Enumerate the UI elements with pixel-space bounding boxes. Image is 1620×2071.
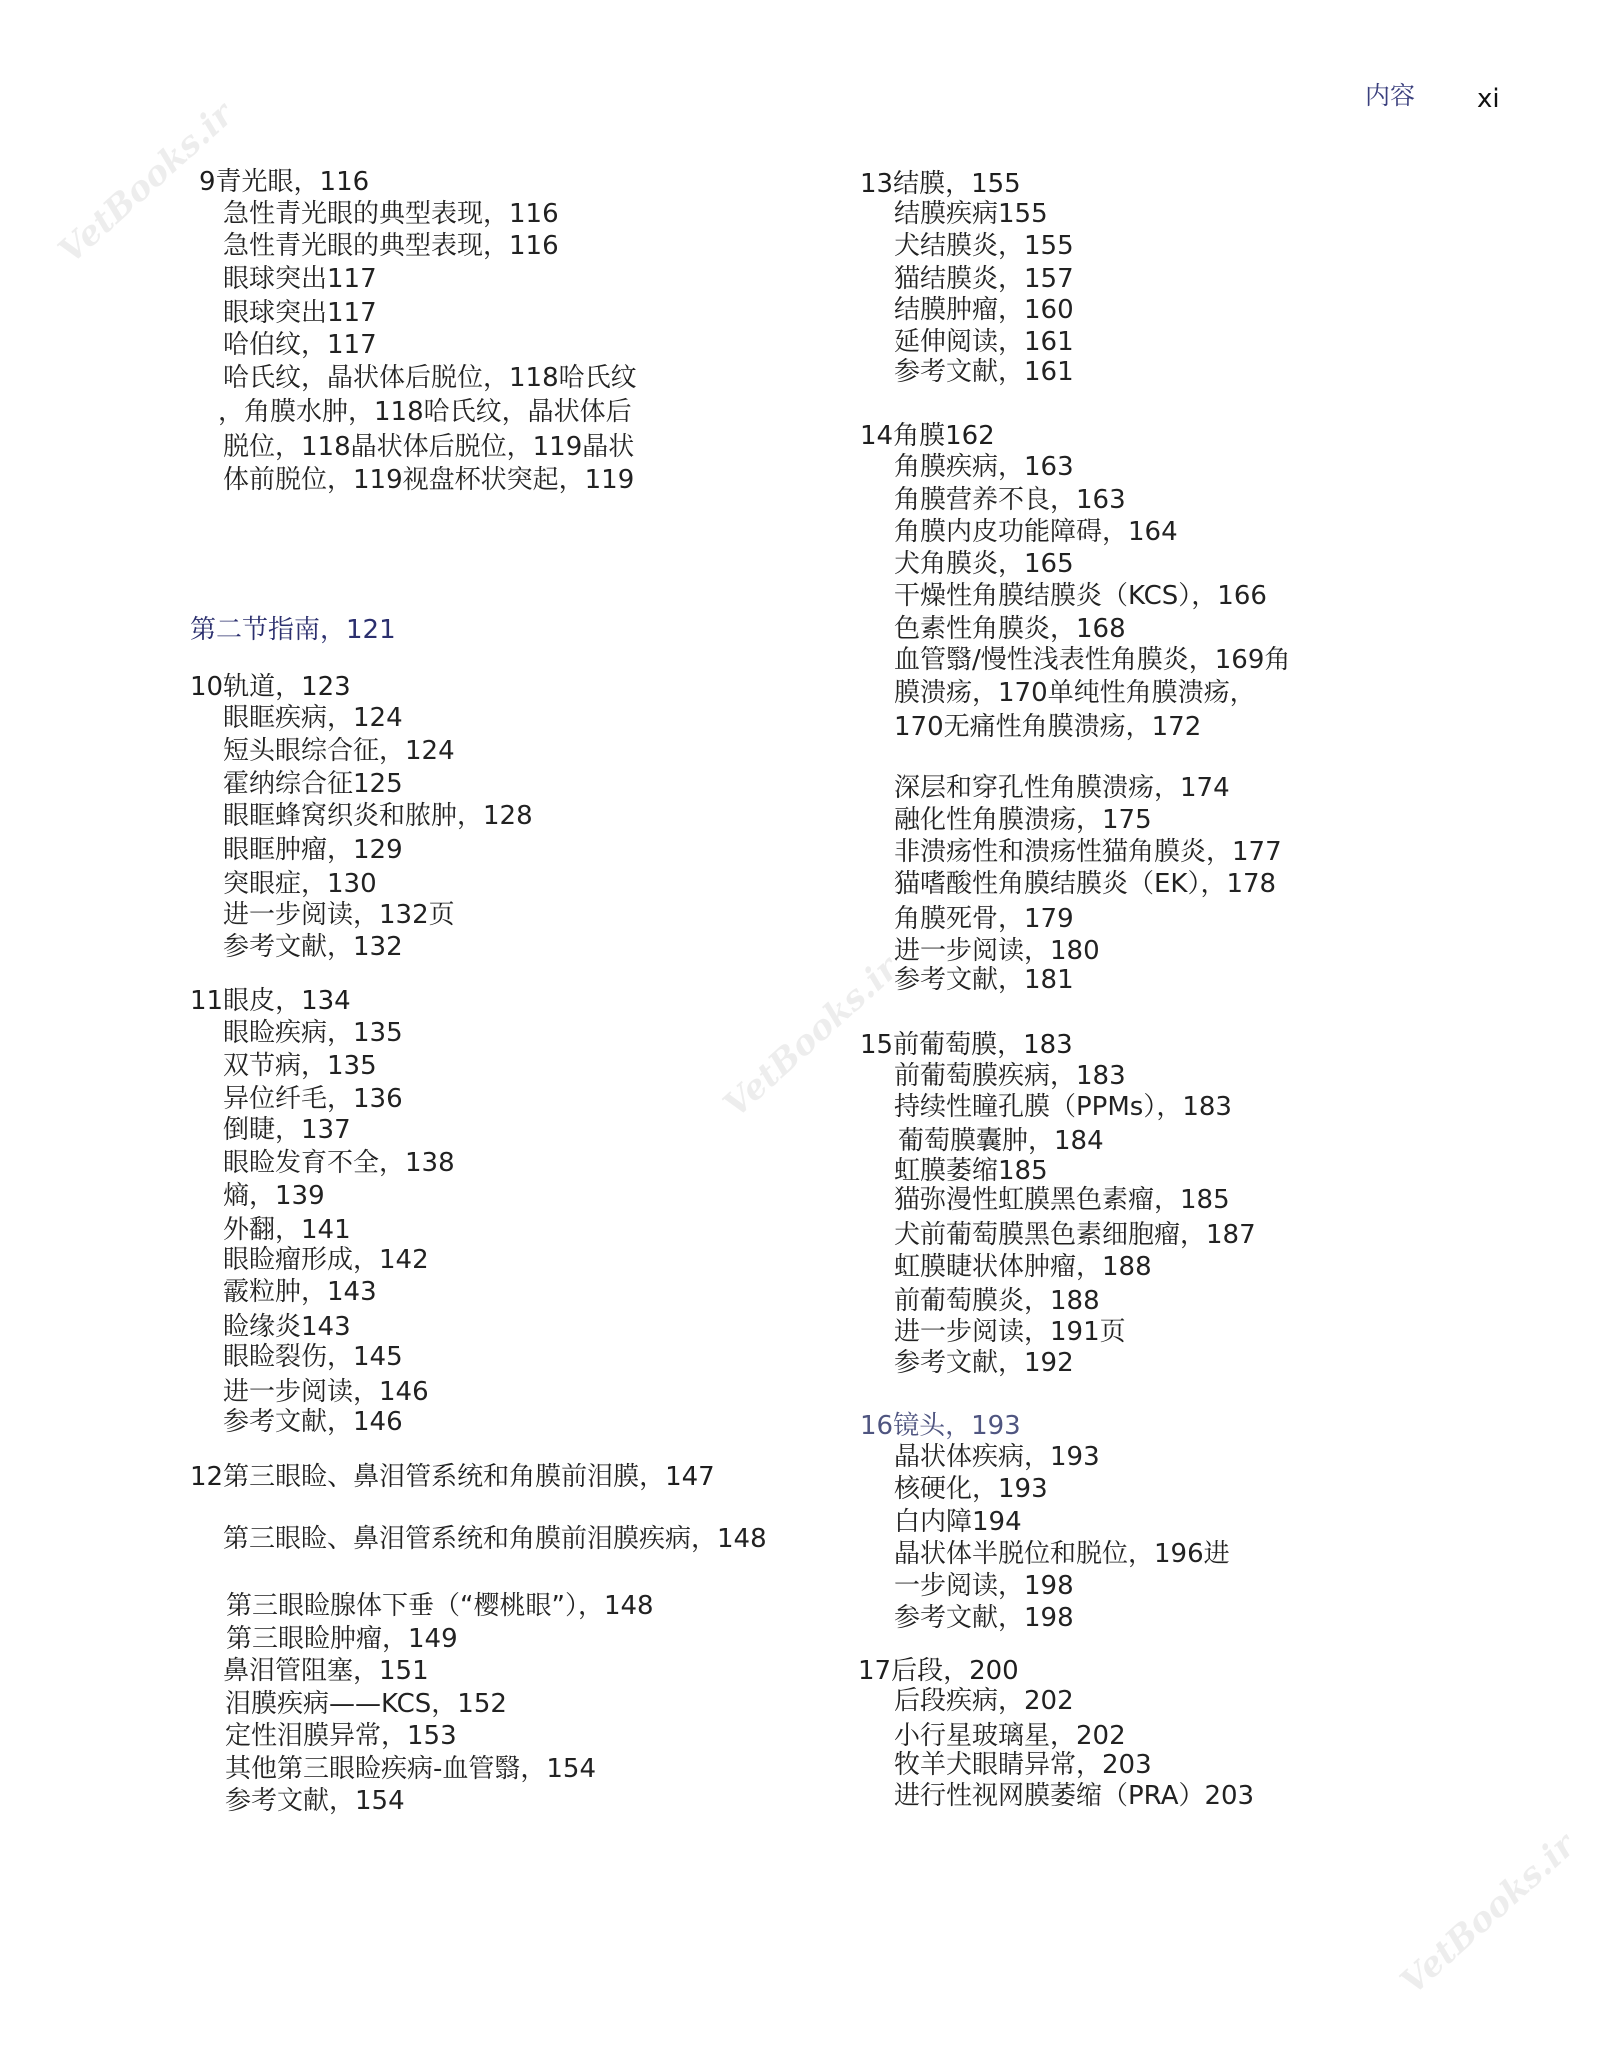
toc-entry: 参考文献，198: [894, 1603, 1074, 1633]
toc-entry: 猫嗜酸性角膜结膜炎（EK），178: [894, 869, 1277, 899]
toc-chapter-title: 15前葡萄膜，183: [860, 1030, 1073, 1060]
toc-entry: 参考文献，192: [894, 1348, 1074, 1378]
toc-entry: 眼球突出117: [223, 264, 377, 294]
toc-entry: 进行性视网膜萎缩（PRA）203: [894, 1781, 1255, 1811]
toc-entry: 眼眶蜂窝织炎和脓肿，128: [223, 801, 533, 831]
toc-entry: 体前脱位，119视盘杯状突起，119: [223, 465, 635, 495]
part-heading: 第二节指南，121: [190, 615, 396, 645]
toc-chapter-title: 17后段，200: [858, 1656, 1019, 1686]
toc-entry: 猫结膜炎，157: [894, 264, 1074, 294]
toc-entry: 白内障194: [894, 1507, 1022, 1537]
watermark: VetBooks.ir: [50, 94, 242, 272]
toc-entry: 虹膜萎缩185: [894, 1156, 1048, 1186]
toc-entry: 倒睫，137: [223, 1115, 351, 1145]
toc-entry: 急性青光眼的典型表现，116: [223, 231, 559, 261]
toc-entry: 葡萄膜囊肿，184: [898, 1126, 1104, 1156]
toc-entry: 参考文献，132: [223, 932, 403, 962]
toc-entry: 角膜营养不良，163: [894, 485, 1126, 515]
toc-entry: 第三眼睑腺体下垂（“樱桃眼”），148: [226, 1591, 654, 1621]
toc-entry: 双节病，135: [223, 1051, 377, 1081]
toc-entry: 参考文献，181: [894, 965, 1074, 995]
toc-entry: 眼睑裂伤，145: [223, 1342, 403, 1372]
toc-entry: 前葡萄膜炎，188: [894, 1286, 1100, 1316]
toc-entry: 眼睑疾病，135: [223, 1018, 403, 1048]
toc-entry: 第三眼睑、鼻泪管系统和角膜前泪膜疾病，148: [223, 1524, 767, 1554]
toc-entry: 延伸阅读，161: [894, 327, 1074, 357]
toc-entry: 眼睑发育不全，138: [223, 1148, 455, 1178]
toc-entry: 170无痛性角膜溃疡，172: [894, 712, 1202, 742]
toc-entry: 霰粒肿，143: [223, 1277, 377, 1307]
watermark: VetBooks.ir: [1392, 1825, 1584, 2003]
toc-entry: 进一步阅读，191页: [894, 1317, 1126, 1347]
toc-entry: 后段疾病，202: [894, 1686, 1074, 1716]
toc-entry: 犬结膜炎，155: [894, 231, 1074, 261]
toc-entry: 泪膜疾病——KCS，152: [225, 1689, 507, 1719]
toc-entry: 熵，139: [223, 1181, 325, 1211]
toc-entry: 角膜内皮功能障碍，164: [894, 517, 1178, 547]
toc-entry: 色素性角膜炎，168: [894, 614, 1126, 644]
toc-entry: 进一步阅读，180: [894, 936, 1100, 966]
toc-entry: 参考文献，154: [225, 1786, 405, 1816]
toc-entry: 角膜死骨，179: [894, 904, 1074, 934]
toc-entry: 参考文献，161: [894, 357, 1074, 387]
toc-entry: 一步阅读，198: [894, 1571, 1074, 1601]
toc-entry: 哈氏纹，晶状体后脱位，118哈氏纹: [223, 363, 637, 393]
toc-entry: 霍纳综合征125: [223, 769, 403, 799]
toc-chapter-title: 16镜头，193: [860, 1411, 1021, 1441]
toc-chapter-title: 14角膜162: [860, 421, 995, 451]
toc-entry: 眼睑瘤形成，142: [223, 1245, 429, 1275]
running-header: 内容: [1365, 81, 1416, 110]
toc-entry: 眼眶疾病，124: [223, 703, 403, 733]
toc-entry: 眼眶肿瘤，129: [223, 835, 403, 865]
toc-entry: 牧羊犬眼睛异常，203: [894, 1750, 1152, 1780]
toc-chapter-title: 11眼皮，134: [190, 986, 351, 1016]
toc-entry: 犬前葡萄膜黑色素细胞瘤，187: [894, 1220, 1256, 1250]
toc-entry: 睑缘炎143: [223, 1312, 351, 1342]
toc-entry: 晶状体疾病，193: [894, 1442, 1100, 1472]
toc-chapter-title: 12第三眼睑、鼻泪管系统和角膜前泪膜，147: [190, 1462, 715, 1492]
toc-entry: ，角膜水肿，118哈氏纹，晶状体后: [218, 397, 632, 427]
toc-entry: 虹膜睫状体肿瘤，188: [894, 1252, 1152, 1282]
toc-entry: 定性泪膜异常，153: [225, 1721, 457, 1751]
toc-entry: 进一步阅读，132页: [223, 900, 455, 930]
watermark: VetBooks.ir: [715, 948, 907, 1126]
toc-entry: 膜溃疡，170单纯性角膜溃疡，: [894, 678, 1256, 708]
toc-entry: 角膜疾病，163: [894, 452, 1074, 482]
toc-entry: 非溃疡性和溃疡性猫角膜炎，177: [894, 837, 1282, 867]
toc-entry: 猫弥漫性虹膜黑色素瘤，185: [894, 1185, 1230, 1215]
toc-entry: 异位纤毛，136: [223, 1084, 403, 1114]
toc-entry: 进一步阅读，146: [223, 1377, 429, 1407]
toc-entry: 外翻，141: [223, 1215, 351, 1245]
toc-entry: 脱位，118晶状体后脱位，119晶状: [223, 432, 635, 462]
toc-entry: 眼球突出117: [223, 298, 377, 328]
toc-entry: 核硬化，193: [894, 1474, 1048, 1504]
toc-entry: 深层和穿孔性角膜溃疡，174: [894, 773, 1230, 803]
toc-chapter-title: 10轨道，123: [190, 672, 351, 702]
toc-entry: 哈伯纹，117: [223, 330, 377, 360]
toc-entry: 犬角膜炎，165: [894, 549, 1074, 579]
toc-entry: 前葡萄膜疾病，183: [894, 1061, 1126, 1091]
toc-entry: 晶状体半脱位和脱位，196进: [894, 1539, 1230, 1569]
toc-entry: 血管翳/慢性浅表性角膜炎，169角: [894, 645, 1291, 675]
toc-chapter-title: 13结膜，155: [860, 169, 1021, 199]
toc-entry: 短头眼综合征，124: [223, 736, 455, 766]
toc-entry: 第三眼睑肿瘤，149: [226, 1624, 458, 1654]
page-number: xi: [1477, 84, 1500, 114]
toc-entry: 急性青光眼的典型表现，116: [223, 199, 559, 229]
toc-entry: 结膜肿瘤，160: [894, 295, 1074, 325]
toc-entry: 突眼症，130: [223, 869, 377, 899]
toc-entry: 持续性瞳孔膜（PPMs），183: [894, 1092, 1232, 1122]
toc-entry: 鼻泪管阻塞，151: [223, 1656, 429, 1686]
toc-entry: 其他第三眼睑疾病-血管翳，154: [225, 1754, 597, 1784]
toc-entry: 结膜疾病155: [894, 199, 1048, 229]
toc-entry: 小行星玻璃星，202: [894, 1721, 1126, 1751]
toc-entry: 参考文献，146: [223, 1407, 403, 1437]
toc-chapter-title: 9青光眼，116: [199, 167, 370, 197]
toc-entry: 融化性角膜溃疡，175: [894, 805, 1152, 835]
toc-entry: 干燥性角膜结膜炎（KCS），166: [894, 581, 1267, 611]
